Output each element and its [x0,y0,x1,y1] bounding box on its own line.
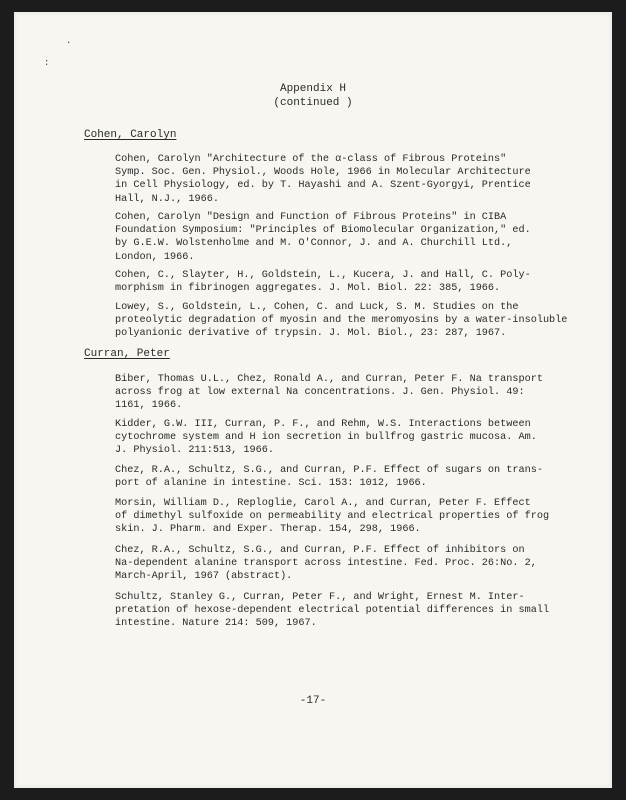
reference-entry: Lowey, S., Goldstein, L., Cohen, C. and Luck, S. M. Studies on the proteolytic degradation of myosin and the meromyosins by a water-insoluble polyanionic derivative of trypsin. J. Mol. Biol., 23: 287, 1967. [115,302,568,340]
reference-entry: Biber, Thomas U.L., Chez, Ronald A., and Curran, Peter F. Na transport across frog at low external Na concentrations. J. Gen. Physiol. 49: 1161, 1966. [115,374,543,412]
reference-entry: Cohen, Carolyn "Architecture of the α-class of Fibrous Proteins" Symp. Soc. Gen. Physiol., Woods Hole, 1966 in Molecular Architecture in Cell Physiology, ed. by T. Hayashi and A. Szent-Gyorgyi, Prentice Hall, N.J., 1966. [115,154,531,205]
document-page [14,12,612,788]
reference-entry: Chez, R.A., Schultz, S.G., and Curran, P.F. Effect of inhibitors on Na-dependent alanine transport across intestine. Fed. Proc. 26:No. 2, March-April, 1967 (abstract). [115,545,537,583]
page-number: -17- [299,695,327,707]
reference-entry: Cohen, Carolyn "Design and Function of Fibrous Proteins" in CIBA Foundation Symposium: "Principles of Biomolecular Organization," ed. by G.E.W. Wolstenholme and M. O'Connor, J. and A. Churchill Ltd., London, 1966. [115,212,531,263]
reference-entry: Morsin, William D., Reploglie, Carol A., and Curran, Peter F. Effect of dimethyl sulfoxide on permeability and electrical properties of frog skin. J. Pharm. and Exper. Therap. 154, 298, 1966. [115,498,550,536]
stray-mark: : [44,58,50,68]
reference-entry: Schultz, Stanley G., Curran, Peter F., and Wright, Ernest M. Inter- pretation of hexose-dependent electrical potential differences in small intestine. Nature 214: 509, 1967. [115,592,550,630]
reference-entry: Cohen, C., Slayter, H., Goldstein, L., Kucera, J. and Hall, C. Poly- morphism in fibrinogen aggregates. J. Mol. Biol. 22: 385, 1966. [115,270,531,295]
section-heading-cohen: Cohen, Carolyn [84,129,177,141]
page-title: Appendix H [279,83,346,95]
page-subtitle: (continued ) [273,97,353,109]
reference-entry: Kidder, G.W. III, Curran, P. F., and Rehm, W.S. Interactions between cytochrome system and H ion secretion in bullfrog gastric mucosa. Am. J. Physiol. 211:513, 1966. [115,419,537,457]
section-heading-curran: Curran, Peter [84,348,170,360]
reference-entry: Chez, R.A., Schultz, S.G., and Curran, P.F. Effect of sugars on trans- port of alanine in intestine. Sci. 153: 1012, 1966. [115,465,543,490]
stray-mark: · [66,38,72,48]
